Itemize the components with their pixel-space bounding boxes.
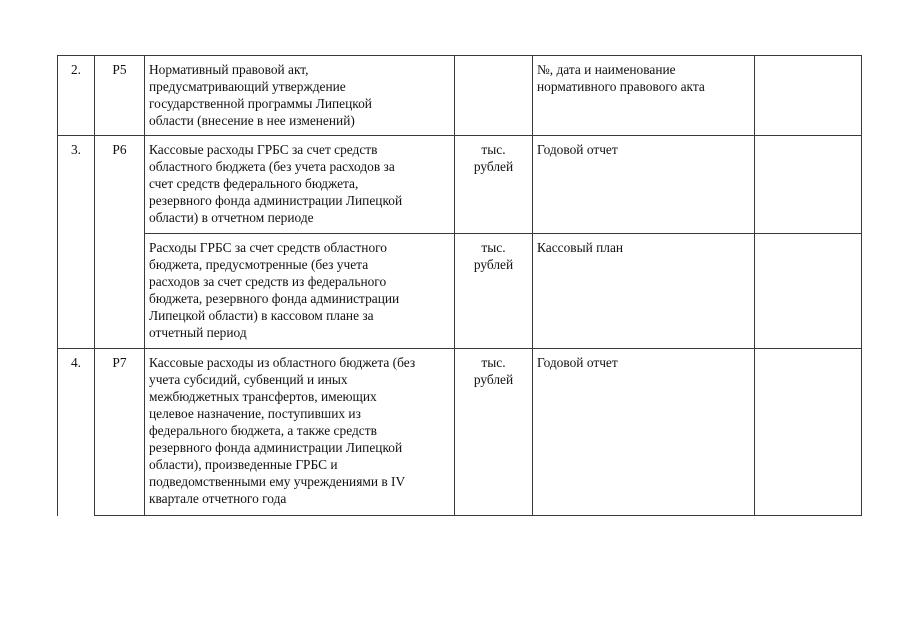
table-row bbox=[58, 56, 862, 136]
indicator-description-cell: Нормативный правовой акт, предусматривающий утверждение государственной программы Липецкой области (внесение в нее изменений) bbox=[145, 56, 455, 136]
indicator-description-cell: Кассовые расходы ГРБС за счет средств областного бюджета (без учета расходов за счет средств федерального бюджета, резервного фонда администрации Липецкой области) в отчетном периоде bbox=[145, 136, 455, 234]
source-cell: Годовой отчет bbox=[533, 136, 755, 234]
empty-cell bbox=[755, 349, 862, 516]
table-row bbox=[58, 349, 862, 516]
indicator-code-cell: P5 bbox=[95, 56, 145, 136]
unit-cell bbox=[455, 56, 533, 136]
unit-cell: тыс. рублей bbox=[455, 234, 533, 349]
source-cell: №, дата и наименование нормативного правового акта bbox=[533, 56, 755, 136]
indicator-code-cell: P6 bbox=[95, 136, 145, 349]
unit-cell: тыс. рублей bbox=[455, 136, 533, 234]
source-cell: Кассовый план bbox=[533, 234, 755, 349]
row-number-cell: 3. bbox=[58, 136, 95, 349]
indicators-table bbox=[57, 55, 862, 516]
unit-cell: тыс. рублей bbox=[455, 349, 533, 516]
row-number-cell: 2. bbox=[58, 56, 95, 136]
indicator-description-cell: Расходы ГРБС за счет средств областного бюджета, предусмотренные (без учета расходов за счет средств из федерального бюджета, резервного фонда администрации Липецкой области) в кассовом плане за отчетный период bbox=[145, 234, 455, 349]
empty-cell bbox=[755, 56, 862, 136]
source-cell: Годовой отчет bbox=[533, 349, 755, 516]
empty-cell bbox=[755, 136, 862, 234]
indicator-code-cell: P7 bbox=[95, 349, 145, 516]
empty-cell bbox=[755, 234, 862, 349]
table-row bbox=[58, 136, 862, 234]
row-number-cell: 4. bbox=[58, 349, 95, 516]
indicator-description-cell: Кассовые расходы из областного бюджета (без учета субсидий, субвенций и иных межбюджетных трансфертов, имеющих целевое назначение, поступивших из федерального бюджета, а также средств резервного фонда администрации Липецкой области), произведенные ГРБС и подведомственными ему учреждениями в IV квартале отчетного года bbox=[145, 349, 455, 516]
table-row bbox=[58, 234, 862, 349]
